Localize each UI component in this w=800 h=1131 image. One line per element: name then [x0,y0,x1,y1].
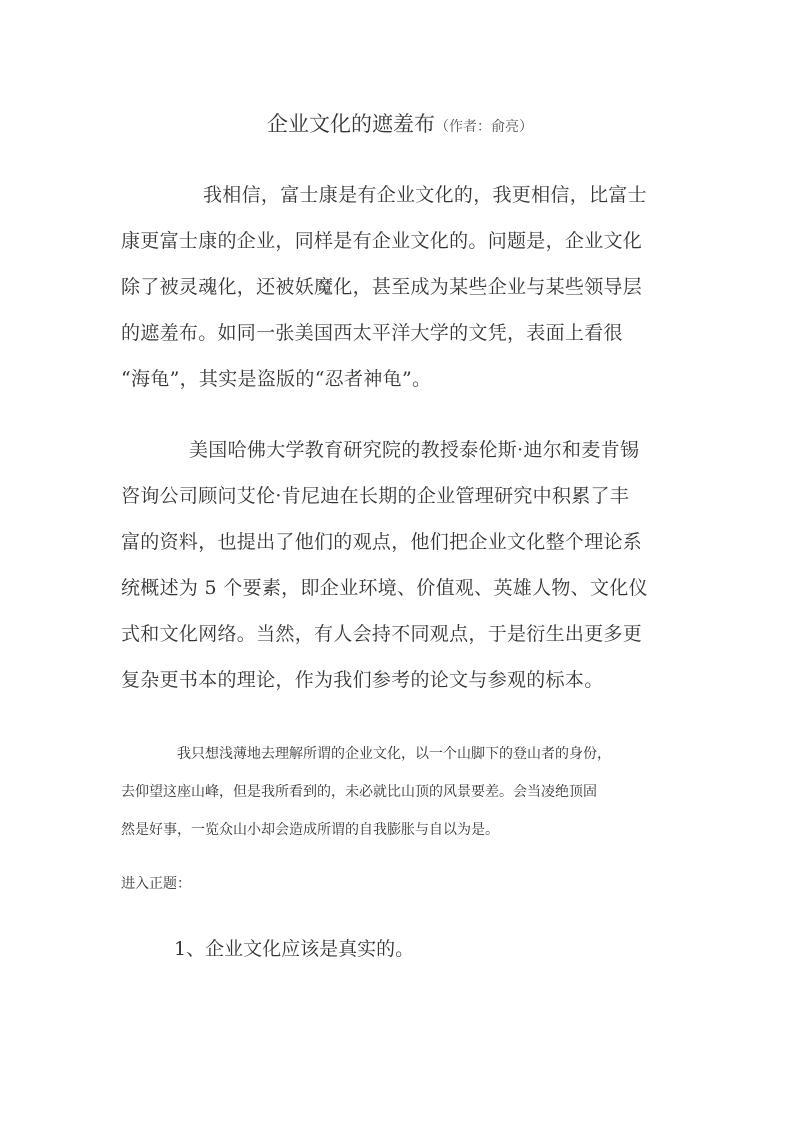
paragraph-2 [121,427,681,703]
paragraph-line: 我相信，富士康是有企业文化的，我更相信，比富士 [203,184,647,206]
paragraph-line: 除了被灵魂化，还被妖魔化，甚至成为某些企业与某些领导层 [121,276,643,298]
paragraph-line: 我只想浅薄地去理解所谓的企业文化，以一个山脚下的登山者的身份， [177,746,611,762]
paragraph-4 [121,865,681,903]
paragraph-line: 的遮羞布。如同一张美国西太平洋大学的文凭，表面上看很 [121,322,623,344]
document-title [0,108,800,143]
title-text: 企业文化的遮羞布 [267,112,435,136]
author-note: （作者：俞亮） [435,119,533,135]
paragraph-line: 然是好事，一览众山小却会造成所谓的自我膨胀与自以为是。 [121,822,499,838]
paragraph-line: 进入正题： [121,876,191,892]
paragraph-line: 康更富士康的企业，同样是有企业文化的。问题是，企业文化 [121,230,643,252]
paragraph-line: 美国哈佛大学教育研究院的教授泰伦斯·迪尔和麦肯锡 [189,439,640,461]
paragraph-line: 复杂更书本的理论，作为我们参考的论文与参观的标本。 [121,669,604,691]
paragraph-line: 富的资料，也提出了他们的观点，他们把企业文化整个理论系 [121,531,643,553]
paragraph-line: “海龟”，其实是盗版的“忍者神龟”。 [121,368,432,390]
paragraph-line: 咨询公司顾问艾伦·肯尼迪在长期的企业管理研究中积累了丰 [121,485,630,507]
paragraph-line: 去仰望这座山峰，但是我所看到的，未必就比山顶的风景要差。会当凌绝顶固 [121,784,597,800]
paragraph-1 [121,172,681,402]
paragraph-line: 统概述为 5 个要素，即企业环境、价值观、英雄人物、文化仪 [121,577,648,599]
paragraph-3 [121,735,681,849]
paragraph-line: 式和文化网络。当然，有人会持不同观点，于是衍生出更多更 [121,623,643,645]
section-heading: 1、企业文化应该是真实的。 [174,938,415,960]
